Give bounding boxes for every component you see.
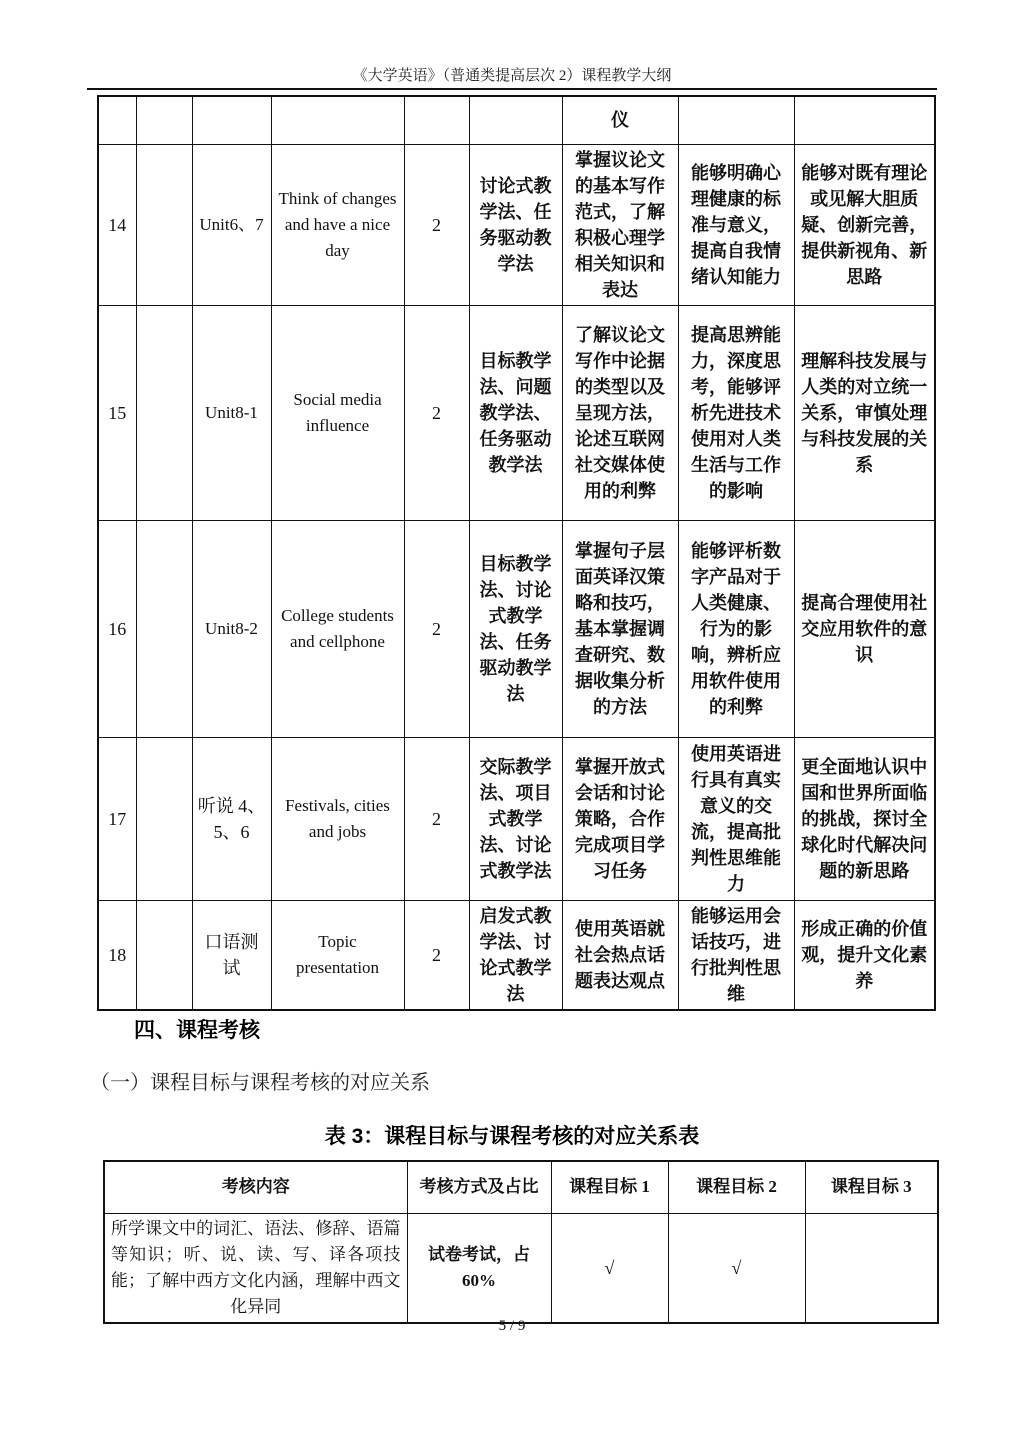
assessment-mapping-table — [103, 1160, 939, 1324]
goal2-checkmark-cell: √ — [668, 1213, 805, 1323]
module-cell — [136, 737, 192, 900]
empty-cell — [136, 96, 192, 144]
quality-objective-cell: 能够对既有理论或见解大胆质疑、创新完善，提供新视角、新思路 — [794, 144, 935, 305]
topic-cell: College students and cellphone — [271, 520, 404, 737]
unit-cell: Unit8-1 — [192, 305, 271, 520]
ability-objective-cell: 使用英语进行具有真实意义的交流，提高批判性思维能力 — [678, 737, 794, 900]
carryover-text-cell: 仪 — [562, 96, 678, 144]
col-header-goal-3: 课程目标 3 — [805, 1161, 938, 1213]
quality-objective-cell: 理解科技发展与人类的对立统一关系，审慎处理与科技发展的关系 — [794, 305, 935, 520]
assessment-content-cell: 所学课文中的词汇、语法、修辞、语篇等知识；听、说、读、写、译各项技能；了解中西方文化内涵，理解中西文化异同 — [104, 1213, 407, 1323]
topic-cell: Social media influence — [271, 305, 404, 520]
empty-cell — [404, 96, 469, 144]
quality-objective-cell: 形成正确的价值观，提升文化素养 — [794, 900, 935, 1010]
running-header-title: 《大学英语》（普通类提高层次 2）课程教学大纲 — [352, 68, 672, 84]
row-number-cell: 17 — [98, 737, 136, 900]
module-cell — [136, 144, 192, 305]
empty-cell — [469, 96, 562, 144]
empty-cell — [271, 96, 404, 144]
subsection-heading: （一）课程目标与课程考核的对应关系 — [90, 1072, 430, 1094]
assessment-method-cell: 试卷考试，占 60% — [407, 1213, 551, 1323]
knowledge-objective-cell: 了解议论文写作中论据的类型以及呈现方法，论述互联网社交媒体使用的利弊 — [562, 305, 678, 520]
table-row — [98, 737, 935, 900]
methods-cell: 讨论式教学法、任务驱动教学法 — [469, 144, 562, 305]
ability-objective-cell: 能够评析数字产品对于人类健康、行为的影响，辨析应用软件使用的利弊 — [678, 520, 794, 737]
goal3-checkmark-cell — [805, 1213, 938, 1323]
knowledge-objective-cell: 掌握开放式会话和讨论策略，合作完成项目学习任务 — [562, 737, 678, 900]
topic-cell: Think of changes and have a nice day — [271, 144, 404, 305]
col-header-goal-1: 课程目标 1 — [551, 1161, 668, 1213]
knowledge-objective-cell: 使用英语就社会热点话题表达观点 — [562, 900, 678, 1010]
table-row — [98, 520, 935, 737]
topic-cell: Festivals, cities and jobs — [271, 737, 404, 900]
methods-cell: 交际教学法、项目式教学法、讨论式教学法 — [469, 737, 562, 900]
col-header-goal-2: 课程目标 2 — [668, 1161, 805, 1213]
hours-cell: 2 — [404, 305, 469, 520]
empty-cell — [98, 96, 136, 144]
ability-objective-cell: 能够明确心理健康的标准与意义，提高自我情绪认知能力 — [678, 144, 794, 305]
knowledge-objective-cell: 掌握议论文的基本写作范式，了解积极心理学相关知识和表达 — [562, 144, 678, 305]
unit-cell: 听说 4、5、6 — [192, 737, 271, 900]
methods-cell: 启发式教学法、讨论式教学法 — [469, 900, 562, 1010]
knowledge-objective-cell: 掌握句子层面英译汉策略和技巧，基本掌握调查研究、数据收集分析的方法 — [562, 520, 678, 737]
assessment-header-row — [104, 1161, 938, 1213]
module-cell — [136, 520, 192, 737]
row-number-cell: 15 — [98, 305, 136, 520]
ability-objective-cell: 能够运用会话技巧，进行批判性思维 — [678, 900, 794, 1010]
table-row — [98, 144, 935, 305]
methods-cell: 目标教学法、问题教学法、任务驱动教学法 — [469, 305, 562, 520]
hours-cell: 2 — [404, 737, 469, 900]
header-divider — [87, 88, 937, 90]
methods-cell: 目标教学法、讨论式教学法、任务驱动教学法 — [469, 520, 562, 737]
row-number-cell: 16 — [98, 520, 136, 737]
goal1-checkmark-cell: √ — [551, 1213, 668, 1323]
unit-cell: 口语测试 — [192, 900, 271, 1010]
quality-objective-cell: 更全面地认识中国和世界所面临的挑战，探讨全球化时代解决问题的新思路 — [794, 737, 935, 900]
table-row — [104, 1213, 938, 1323]
page-number: 5 / 9 — [498, 1318, 526, 1334]
col-header-assessment-content: 考核内容 — [104, 1161, 407, 1213]
table3-caption: 表 3：课程目标与课程考核的对应关系表 — [324, 1125, 700, 1148]
module-cell — [136, 900, 192, 1010]
empty-cell — [678, 96, 794, 144]
hours-cell: 2 — [404, 900, 469, 1010]
empty-cell — [192, 96, 271, 144]
quality-objective-cell: 提高合理使用社交应用软件的意识 — [794, 520, 935, 737]
hours-cell: 2 — [404, 144, 469, 305]
row-number-cell: 18 — [98, 900, 136, 1010]
unit-cell: Unit8-2 — [192, 520, 271, 737]
empty-cell — [794, 96, 935, 144]
carryover-row — [98, 96, 935, 144]
hours-cell: 2 — [404, 520, 469, 737]
module-cell — [136, 305, 192, 520]
topic-cell: Topic presentation — [271, 900, 404, 1010]
row-number-cell: 14 — [98, 144, 136, 305]
teaching-schedule-table — [97, 95, 936, 1011]
table-row — [98, 305, 935, 520]
unit-cell: Unit6、7 — [192, 144, 271, 305]
col-header-assessment-method: 考核方式及占比 — [407, 1161, 551, 1213]
ability-objective-cell: 提高思辨能力，深度思考，能够评析先进技术使用对人类生活与工作的影响 — [678, 305, 794, 520]
table-row — [98, 900, 935, 1010]
section-heading: 四、课程考核 — [134, 1019, 260, 1042]
